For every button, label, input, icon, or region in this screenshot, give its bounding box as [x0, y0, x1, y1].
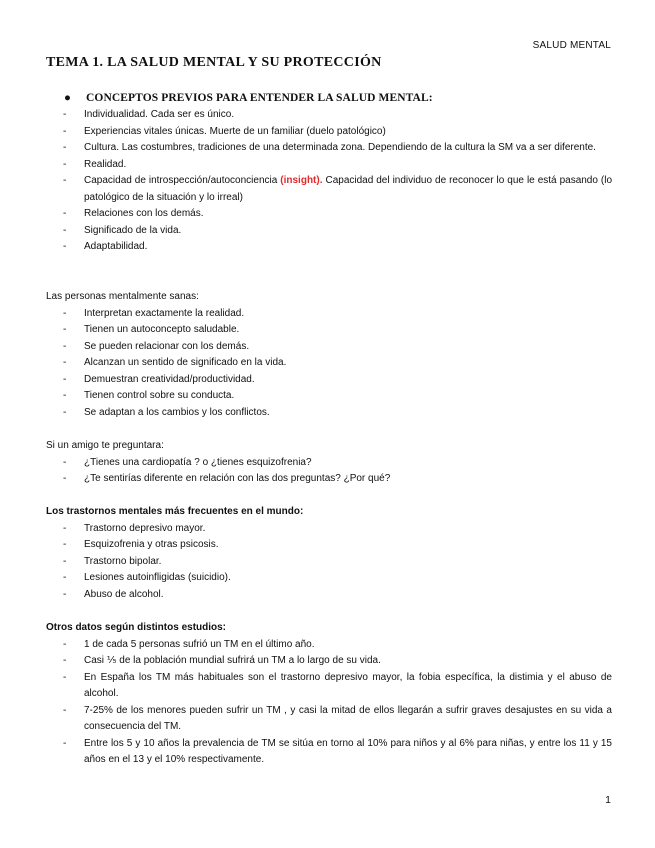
list-item: - Esquizofrenia y otras psicosis. — [63, 539, 219, 550]
list-item: - 7-25% de los menores pueden sufrir un TM , y casi la mitad de ellos llegarán a sufrir graves desajustes en su vida a consecuencia del TM. — [63, 704, 612, 732]
concepts-heading — [64, 92, 433, 104]
list-item: - Cultura. Las costumbres, tradiciones de una determinada zona. Dependiendo de la cultura la SM va a ser diferente. — [63, 142, 596, 153]
healthy-section — [46, 289, 612, 421]
friend-section — [46, 438, 612, 488]
list-item: - Capacidad de introspección/autoconciencia (insight). Capacidad del individuo de reconocer lo que le está pasando (lo patológico de la situación y lo irreal) — [63, 175, 613, 203]
list-item: - En España los TM más habituales son el trastorno depresivo mayor, la fobia específica, la distimia y el abuso de alcohol. — [63, 671, 612, 699]
studies-list — [46, 637, 612, 769]
list-item: - Interpretan exactamente la realidad. — [63, 307, 245, 319]
list-item: - Significado de la vida. — [63, 224, 182, 236]
list-item: - Tienen control sobre su conducta. — [63, 390, 235, 401]
list-item: - 1 de cada 5 personas sufrió un TM en el último año. — [63, 638, 315, 650]
page-title: TEMA 1. LA SALUD MENTAL Y SU PROTECCIÓN — [46, 55, 382, 70]
concepts-list — [46, 107, 612, 256]
list-item: - Tienen un autoconcepto saludable. — [63, 324, 240, 335]
list-item: - Casi ⅕ de la población mundial sufrirá un TM a lo largo de su vida. — [63, 655, 381, 666]
list-item: - Relaciones con los demás. — [63, 208, 204, 219]
healthy-list — [46, 306, 612, 422]
list-item: - Realidad. — [63, 158, 127, 170]
concepts-heading-text: CONCEPTOS PREVIOS PARA ENTENDER LA SALUD MENTAL: — [86, 92, 433, 104]
list-item: - Se adaptan a los cambios y los conflictos. — [63, 406, 270, 418]
list-item: - ¿Te sentirías diferente en relación con las dos preguntas? ¿Por qué? — [63, 473, 391, 484]
page-number: 1 — [605, 794, 611, 806]
insight-highlight: (insight). — [280, 175, 323, 186]
list-item: - Alcanzan un sentido de significado en la vida. — [63, 357, 287, 368]
studies-section — [46, 620, 612, 769]
list-item: - Se pueden relacionar con los demás. — [63, 340, 250, 352]
studies-heading: Otros datos según distintos estudios: — [46, 622, 227, 633]
list-item: - ¿Tienes una cardiopatía ? o ¿tienes esquizofrenia? — [63, 456, 312, 468]
list-item: - Abuso de alcohol. — [63, 588, 164, 600]
list-item: - Individualidad. Cada ser es único. — [63, 109, 235, 120]
list-item: - Experiencias vitales únicas. Muerte de un familiar (duelo patológico) — [63, 125, 386, 137]
list-item: - Trastorno depresivo mayor. — [63, 522, 206, 534]
bullet-dot-icon: ● — [64, 92, 72, 104]
healthy-heading: Las personas mentalmente sanas: — [46, 291, 199, 302]
friend-list — [46, 455, 612, 488]
disorders-list — [46, 521, 612, 604]
disorders-heading: Los trastornos mentales más frecuentes en el mundo: — [46, 506, 304, 517]
concepts-section — [46, 107, 612, 256]
running-header: SALUD MENTAL — [532, 40, 611, 51]
list-item: - Lesiones autoinfligidas (suicidio). — [63, 572, 231, 583]
list-item: - Entre los 5 y 10 años la prevalencia de TM se sitúa en torno al 10% para niños y al 6% para niñas, y entre los 11 y 15 años en el 13 y el 10% respectivamente. — [63, 737, 612, 765]
list-item: - Demuestran creatividad/productividad. — [63, 373, 255, 385]
disorders-section — [46, 504, 612, 603]
list-item: - Trastorno bipolar. — [63, 555, 162, 567]
friend-heading: Si un amigo te preguntara: — [46, 440, 164, 451]
list-item: - Adaptabilidad. — [63, 241, 148, 252]
